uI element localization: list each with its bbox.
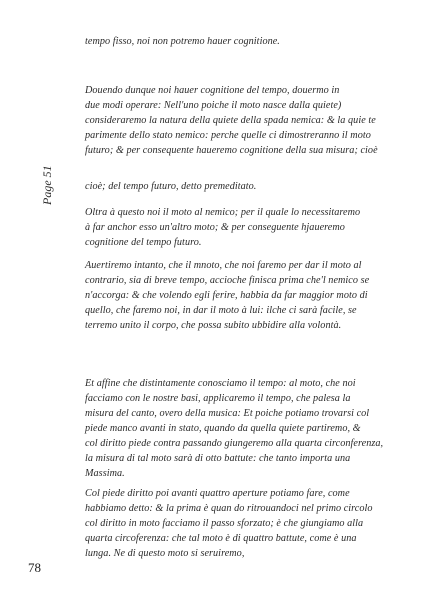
text-line: Col piede diritto poi avanti quattro aperture potiamo fare, come [85,488,350,499]
text-line: col diritto piede contra passando giungeremo alla quarta circonferenza, [85,438,384,449]
text-line: Massima. [85,468,125,479]
text-line: futuro; & per consequente haueremo cognitione della sua misura; cioè [85,145,378,156]
paragraph-3 [85,179,395,194]
paragraph-7 [85,486,395,561]
paragraph-5 [85,258,395,333]
paragraph-4 [85,205,395,250]
text-line: misura del canto, overo della musica: Et poiche potiamo trovarsi col [85,408,370,419]
paragraph-6 [85,376,395,481]
text-line: Douendo dunque noi hauer cognitione del tempo, douermo in [85,85,340,96]
text-line: Auertiremo intanto, che il mnoto, che noi faremo per dar il moto al [85,260,362,271]
text-line: Et affine che distintamente conosciamo il tempo: al moto, che noi [85,378,356,389]
text-line: tempo fisso, noi non potremo hauer cognitione. [85,36,280,47]
text-line: quarta circoferenza: che tal moto è di quattro battute, come è una [85,533,357,544]
text-line: due modi operare: Nell'uno poiche il moto nasce dalla quiete) [85,100,342,111]
text-line: habbiamo detto: & la prima è quan do ritrouandoci nel primo circolo [85,503,373,514]
text-line: cioè; del tempo futuro, detto premeditato. [85,181,257,192]
text-line: contrario, sia di breve tempo, accioche finisca prima che'l nemico se [85,275,370,286]
text-line: la misura di tal moto sarà di otto battute: che tanto importa una [85,453,351,464]
text-line: quello, che faremo noi, in dar il moto à lui: ilche ci sarà facile, se [85,305,357,316]
text-line: consideraremo la natura della quiete della spada nemica: & la quie te [85,115,376,126]
text-line: terremo unito il corpo, che possa subito ubbidire alla volontà. [85,320,342,331]
text-line: piede manco avanti in stato, quando da quella quiete partiremo, & [85,423,361,434]
side-page-label: Page 51 [40,165,54,205]
paragraph-1 [85,34,395,49]
text-line: cognitione del tempo futuro. [85,237,202,248]
text-line: facciamo con le nostre basi, applicaremo il tempo, che palesa la [85,393,351,404]
text-line: col diritto in moto facciamo il passo sforzato; è che giungiamo alla [85,518,364,529]
page-number: 78 [28,560,41,575]
paragraph-2 [85,83,395,158]
text-line: lunga. Ne di questo moto si seruiremo, [85,548,245,559]
text-line: parimente dello stato nemico: perche quelle ci dimostreranno il moto [85,130,371,141]
text-line: n'accorga: & che volendo egli ferire, habbia da far maggior moto di [85,290,368,301]
text-line: à far anchor esso un'altro moto; & per conseguente hjaueremo [85,222,345,233]
text-line: Oltra à questo noi il moto al nemico; per il quale lo necessitaremo [85,207,361,218]
